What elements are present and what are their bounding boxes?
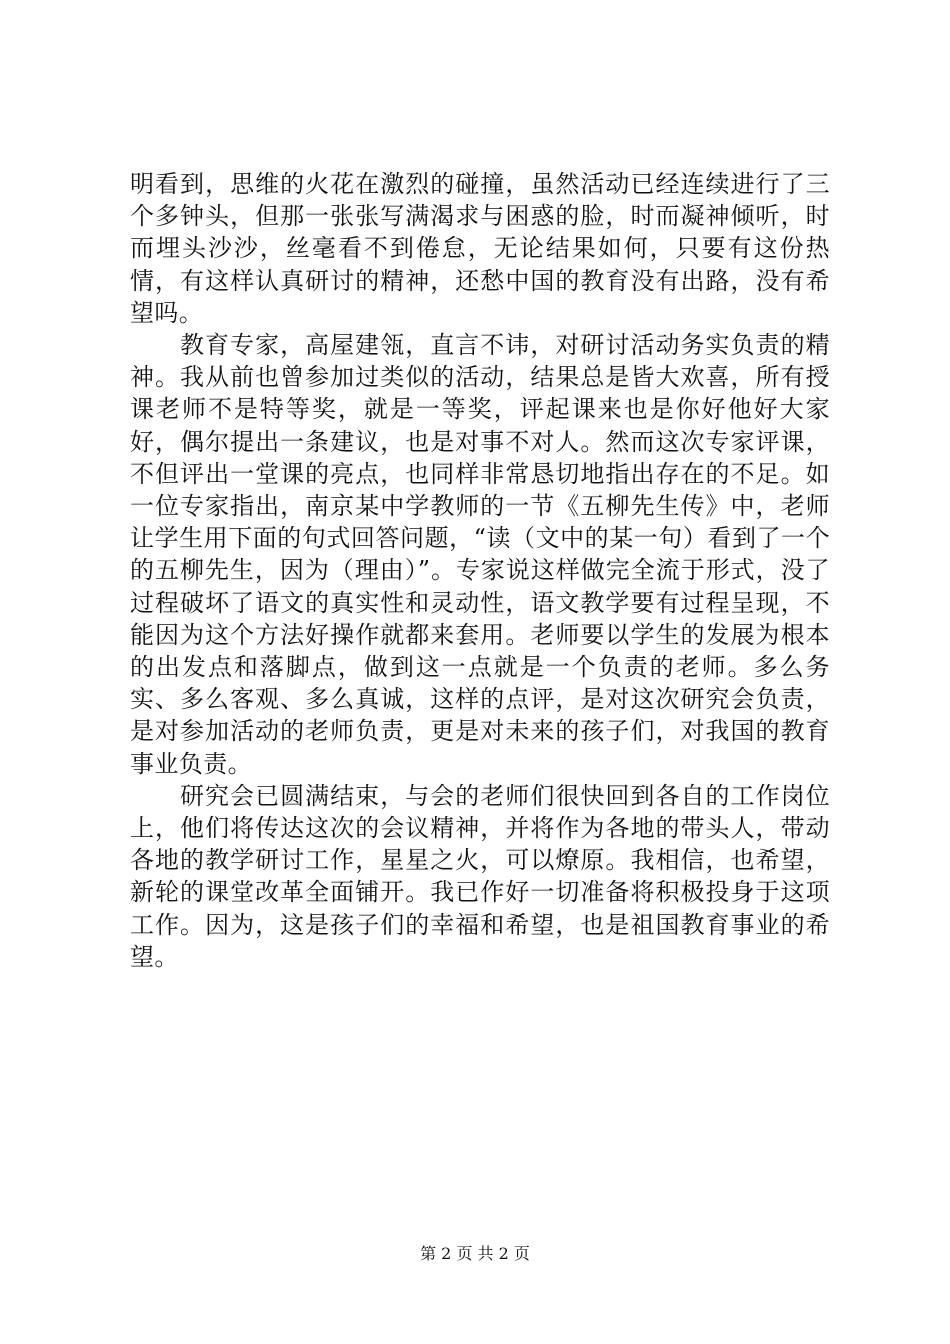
document-body xyxy=(130,168,830,973)
page-footer xyxy=(0,1244,950,1264)
paragraph-2: 教育专家，高屋建瓴，直言不讳，对研讨活动务实负责的精神。我从前也曾参加过类似的活动，结果总是皆大欢喜，所有授课老师不是特等奖，就是一等奖，评起课来也是你好他好大家好，偶尔提出一条建议，也是对事不对人。然而这次专家评课，不但评出一堂课的亮点，也同样非常恳切地指出存在的不足。如一位专家指出，南京某中学教师的一节《五柳先生传》中，老师让学生用下面的句式回答问题，“读（文中的某一句）看到了一个的五柳先生，因为（理由）”。专家说这样做完全流于形式，没了过程破坏了语文的真实性和灵动性，语文教学要有过程呈现，不能因为这个方法好操作就都来套用。老师要以学生的发展为根本的出发点和落脚点，做到这一点就是一个负责的老师。多么务实、多么客观、多么真诚，这样的点评，是对这次研究会负责，是对参加活动的老师负责，更是对未来的孩子们，对我国的教育事业负责。 xyxy=(130,331,830,778)
paragraph-3: 研究会已圆满结束，与会的老师们很快回到各自的工作岗位上，他们将传达这次的会议精神，并将作为各地的带头人，带动各地的教学研讨工作，星星之火，可以燎原。我相信，也希望，新轮的课堂改革全面铺开。我已作好一切准备将积极投身于这项工作。因为，这是孩子们的幸福和希望，也是祖国教育事业的希望。 xyxy=(130,781,830,971)
paragraph-1: 明看到，思维的火花在激烈的碰撞，虽然活动已经连续进行了三个多钟头，但那一张张写满渴求与困惑的脸，时而凝神倾听，时而埋头沙沙，丝毫看不到倦怠，无论结果如何，只要有这份热情，有这样认真研讨的精神，还愁中国的教育没有出路，没有希望吗。 xyxy=(130,170,830,327)
page-number: 第 2 页 共 2 页 xyxy=(420,1244,530,1263)
